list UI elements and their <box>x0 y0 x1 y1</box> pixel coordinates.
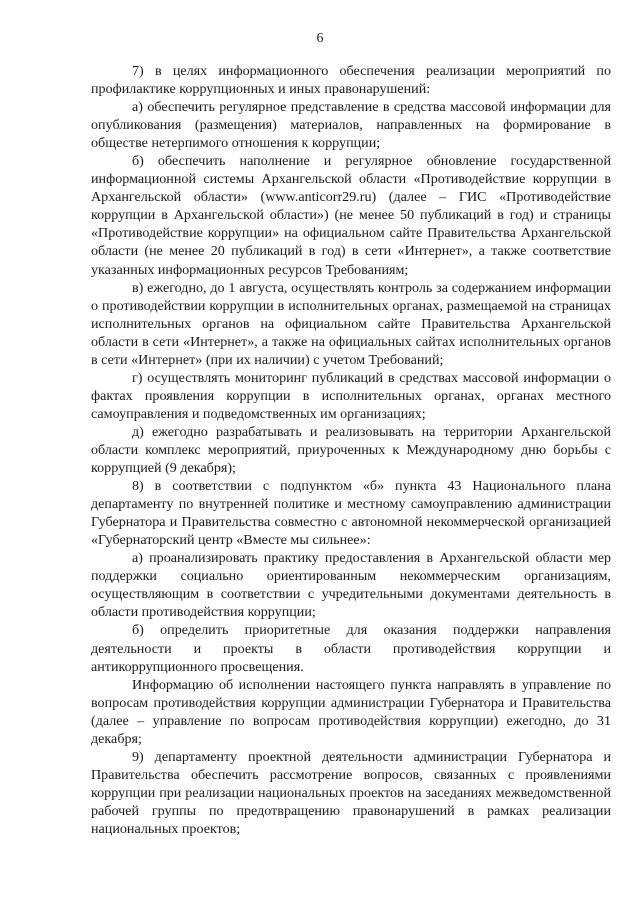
paragraph-subitem-7a: а) обеспечить регулярное представление в средства массовой информации для опубликования (размещения) материалов, направленных на формирование в обществе нетерпимого отношения к коррупции; <box>91 99 611 152</box>
paragraph-subitem-7g: г) осуществлять мониторинг публикаций в средствах массовой информации о фактах проявления коррупции в исполнительных органах, органах местного самоуправления и подведомственных им организациях; <box>91 369 611 422</box>
paragraph-subitem-7v: в) ежегодно, до 1 августа, осуществлять контроль за содержанием информации о противодействии коррупции в исполнительных органах, размещаемой на страницах исполнительных органов на официальном сайте Правительства Архангельской области в сети «Интернет», а также на официальных сайтах исполнительных органов в сети «Интернет» (при их наличии) с учетом Требований; <box>91 279 611 368</box>
paragraph-item-9: 9) департаменту проектной деятельности администрации Губернатора и Правительства обеспечить рассмотрение вопросов, связанных с проявлениями коррупции при реализации национальных проектов на заседаниях межведомственной рабочей группы по предотвращению правонарушений в рамках реализации национальных проектов; <box>91 748 611 837</box>
paragraph-reporting-note: Информацию об исполнении настоящего пункта направлять в управление по вопросам противодействия коррупции администрации Губернатора и Правительства (далее – управление по вопросам противодействия коррупции) ежегодно, до 31 декабря; <box>91 676 611 747</box>
paragraph-subitem-8b: б) определить приоритетные для оказания поддержки направления деятельности и проекты в области противодействия коррупции и антикоррупционного просвещения. <box>91 622 611 675</box>
page-number: 6 <box>316 31 324 46</box>
paragraph-subitem-7d: д) ежегодно разрабатывать и реализовывать на территории Архангельской области комплекс мероприятий, приуроченных к Международному дню борьбы с коррупцией (9 декабря); <box>91 423 611 477</box>
paragraph-item-8: 8) в соответствии с подпунктом «б» пункта 43 Национального плана департаменту по внутренней политике и местному самоуправлению администрации Губернатора и Правительства совместно с автономной некоммерческой организацией «Губернаторский центр «Вместе мы сильнее»: <box>91 478 611 549</box>
paragraph-subitem-7b: б) обеспечить наполнение и регулярное обновление государственной информационной системы Архангельской области «Противодействие коррупции в Архангельской области» (www.anticorr29.ru) (далее – ГИС «Противодействие коррупции в Архангельской области») (не менее 50 публикаций в год) и страницы «Противодействие коррупции» на официальном сайте Правительства Архангельской области (не менее 20 публикаций в год) в сети «Интернет», а также соответствие указанных информационных ресурсов Требованиям; <box>91 153 611 278</box>
document-body <box>91 62 611 838</box>
paragraph-item-7: 7) в целях информационного обеспечения реализации мероприятий по профилактике коррупционных и иных правонарушений: <box>91 63 611 98</box>
paragraph-subitem-8a: а) проанализировать практику предоставления в Архангельской области мер поддержки социально ориентированным некоммерческим организациям, осуществляющим в соответствии с учредительными документами деятельность в области противодействия коррупции; <box>91 550 611 621</box>
